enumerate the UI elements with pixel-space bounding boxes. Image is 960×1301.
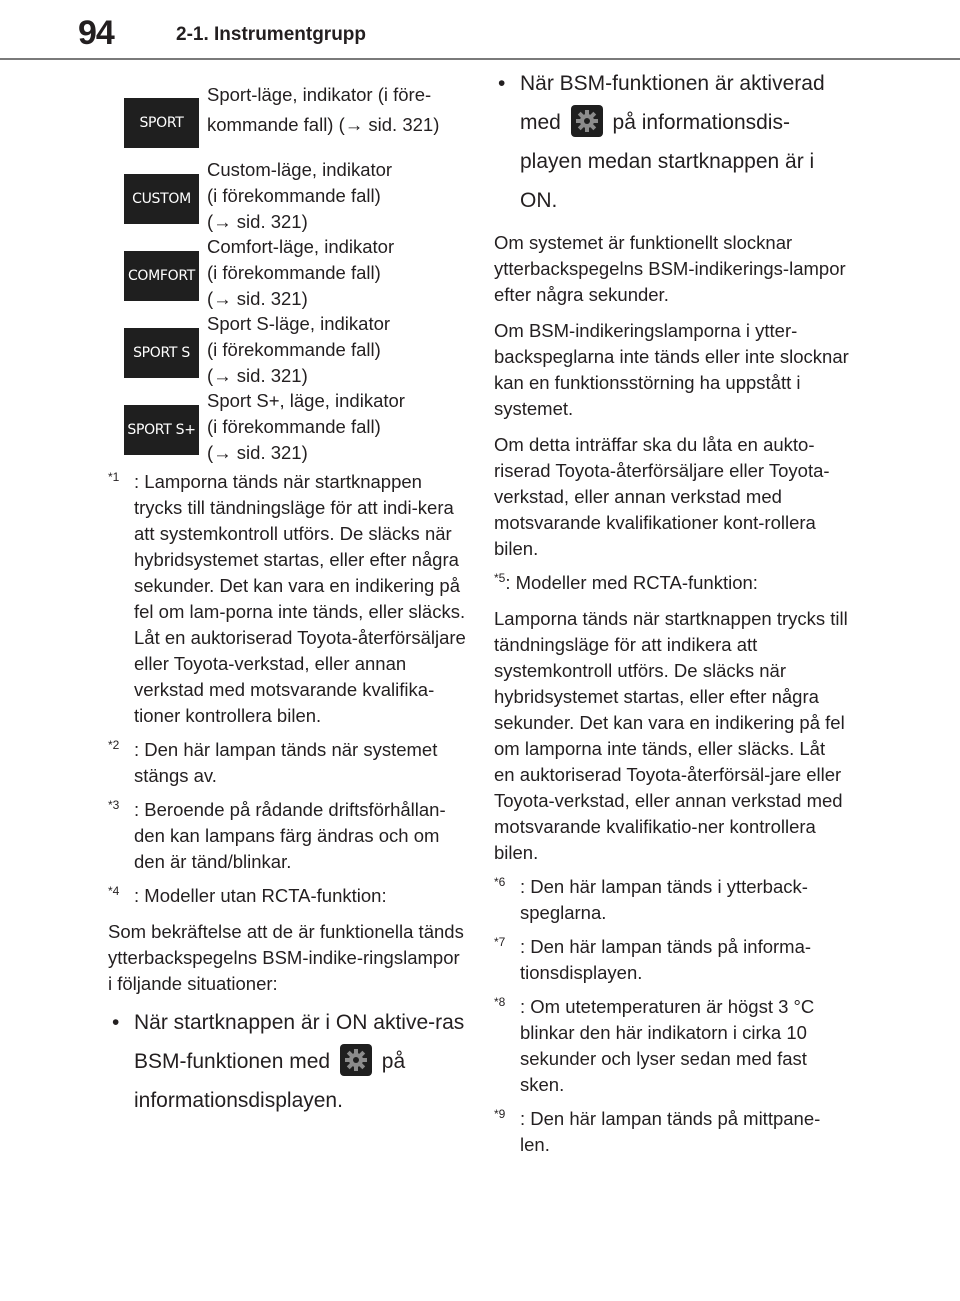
left-column	[108, 80, 468, 1120]
indicator-row-sport-s	[108, 311, 468, 388]
footnote-text: : Den här lampan tänds när systemet stängs av.	[134, 739, 438, 786]
footnote-mark: *2	[108, 737, 120, 752]
indicator-line: Sport S+, läge, indikator	[207, 390, 405, 411]
indicator-line: (i förekommande fall)	[207, 416, 381, 437]
footnote-mark: *3	[108, 797, 120, 812]
footnote-text: : Den här lampan tänds i ytterback-speglarna.	[520, 876, 808, 923]
footnote-text: : Den här lampan tänds på informa-tionsdisplayen.	[520, 936, 812, 983]
indicator-line: (i förekommande fall)	[207, 339, 381, 360]
sport-s-mode-indicator-icon: SPORT S	[124, 328, 199, 378]
footnote-8	[494, 994, 850, 1098]
gear-icon	[571, 105, 603, 137]
right-column	[494, 64, 850, 1158]
footnote-text: : Om utetemperaturen är högst 3 °C blinkar den här indikatorn i cirka 10 sekunder och lyser sedan med fast sken.	[520, 996, 815, 1095]
footnote-mark: *5	[494, 570, 506, 585]
comfort-mode-indicator-icon: COMFORT	[124, 251, 199, 301]
indicator-line: Comfort-läge, indikator	[207, 236, 395, 257]
footnote-5	[494, 570, 850, 596]
indicator-description	[207, 311, 472, 389]
footnote-3	[108, 797, 468, 875]
indicator-line: (→ sid. 321)	[207, 365, 308, 386]
indicator-row-sport-s-plus	[108, 388, 468, 465]
footnote-4	[108, 883, 468, 909]
indicator-line: Sport-läge, indikator (i före-	[207, 84, 432, 105]
footnote-9	[494, 1106, 850, 1158]
footnote-1	[108, 469, 468, 729]
bullet-text: på informationsdisplayen.	[134, 1050, 406, 1112]
paragraph: Om BSM-indikeringslamporna i ytter-backspeglarna inte tänds eller inte slocknar kan en funktionsstörning ha uppstått i systemet.	[494, 320, 849, 419]
bullet-dot: •	[498, 72, 506, 95]
footnote-text: : Modeller med RCTA-funktion:	[505, 572, 758, 593]
footnote-mark: *7	[494, 934, 506, 949]
header-divider	[0, 58, 960, 60]
footnote-mark: *4	[108, 883, 120, 898]
footnote-6	[494, 874, 850, 926]
indicator-line: (i förekommande fall)	[207, 185, 381, 206]
footnote-mark: *8	[494, 994, 506, 1009]
bullet-text: När startknappen är i ON aktive-ras BSM-funktionen med	[134, 1011, 465, 1073]
bullet-item	[108, 1003, 468, 1120]
bullet-item	[494, 64, 850, 220]
bullet-text: När BSM-funktionen är aktiverad med	[520, 72, 825, 134]
bullet-text: på informationsdis-playen medan startknappen är i ON.	[520, 111, 815, 212]
indicator-row-sport	[108, 80, 468, 157]
paragraph: Som bekräftelse att de är funktionella tänds ytterbackspegelns BSM-indike-ringslampor i följande situationer:	[108, 921, 464, 994]
indicator-description	[207, 80, 472, 140]
sport-s-plus-mode-indicator-icon: SPORT S+	[124, 405, 199, 455]
footnote-mark: *9	[494, 1106, 506, 1121]
indicator-line: (→ sid. 321)	[207, 211, 308, 232]
indicator-line: kommande fall) (→ sid. 321)	[207, 114, 440, 135]
bullet-dot: •	[112, 1011, 120, 1034]
gear-icon	[340, 1044, 372, 1076]
indicator-line: Custom-läge, indikator	[207, 159, 393, 180]
indicator-row-custom	[108, 157, 468, 234]
paragraph: Om detta inträffar ska du låta en aukto-riserad Toyota-återförsäljare eller Toyota-verkstad, eller annan verkstad med motsvarande kvalifikationer kont-rollera bilen.	[494, 434, 830, 559]
footnote-text: : Den här lampan tänds på mittpane-len.	[520, 1108, 821, 1155]
footnote-7	[494, 934, 850, 986]
paragraph: Om systemet är funktionellt slocknar ytterbackspegelns BSM-indikerings-lampor efter några sekunder.	[494, 232, 846, 305]
page-number: 94	[78, 14, 114, 52]
indicator-line: Sport S-läge, indikator	[207, 313, 391, 334]
indicator-row-comfort	[108, 234, 468, 311]
footnote-mark: *6	[494, 874, 506, 889]
indicator-line: (i förekommande fall)	[207, 262, 381, 283]
footnote-text: : Beroende på rådande driftsförhållan-den kan lampans färg ändras och om den är tänd/blinkar.	[134, 799, 446, 872]
custom-mode-indicator-icon: CUSTOM	[124, 174, 199, 224]
footnote-mark: *1	[108, 469, 120, 484]
indicator-line: (→ sid. 321)	[207, 442, 308, 463]
footnote-2	[108, 737, 468, 789]
footnote-text: : Modeller utan RCTA-funktion:	[134, 885, 387, 906]
indicator-description	[207, 234, 472, 312]
indicator-description	[207, 388, 472, 466]
footnote-text: : Lamporna tänds när startknappen trycks till tändningsläge för att indi-kera att systemkontroll utförs. De släcks när hybridsystemet startas, eller efter några sekunder. Det kan vara en indikering på fel om lam-porna inte tänds, eller släcks. Låt en auktoriserad Toyota-återförsäljare eller Toyota-verkstad, eller annan verkstad med motsvarande kvalifika-tioner kontrollera bilen.	[134, 471, 466, 726]
indicator-description	[207, 157, 472, 235]
paragraph: Lamporna tänds när startknappen trycks till tändningsläge för att indikera att systemkontroll utförs. De släcks när hybridsystemet startas, eller efter några sekunder. Det kan vara en indikering på fel om lamporna inte tänds, eller släcks. Låt en auktoriserad Toyota-återförsäl-jare eller Toyota-verkstad, eller annan verkstad med motsvarande kvalifikatio-ner kontrollera bilen.	[494, 608, 848, 863]
indicator-line: (→ sid. 321)	[207, 288, 308, 309]
sport-mode-indicator-icon: SPORT	[124, 98, 199, 148]
section-title: 2-1. Instrumentgrupp	[176, 24, 367, 45]
